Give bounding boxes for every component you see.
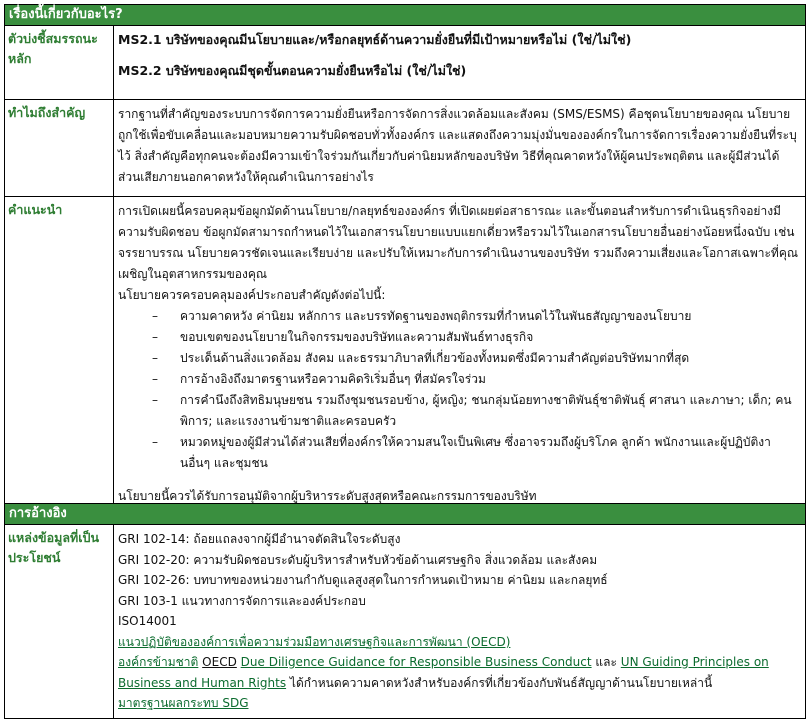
- importance-row: [5, 100, 805, 197]
- source-gri-102-20: GRI 102-20: ความรับผิดชอบระดับผู้บริหารสำหรับหัวข้อด้านเศรษฐกิจ สิ่งแวดล้อม และสังคม: [118, 552, 598, 567]
- importance-label: ทำไมถึงสำคัญ: [5, 100, 114, 196]
- source-oecd-line: [118, 652, 799, 693]
- list-item: – ขอบเขตของนโยบายในกิจกรรมของบริษัทและความสัมพันธ์ทางธุรกิจ: [118, 327, 799, 348]
- policy-document: [4, 4, 806, 719]
- guidance-intro: การเปิดเผยนี้ครอบคลุมข้อผูกมัดด้านนโยบาย/กลยุทธ์ขององค์กร ที่เปิดเผยต่อสาธารณะ และขั้นตอนสำหรับการดำเนินธุรกิจอย่างมีความรับผิดชอบ ข้อผูกมัดสามารถกำหนดไว้ในเอกสารนโยบายแบบแยกเดี่ยวหรือรวมไว้ในเอกสารนโยบายอื่นอย่างน้อยหนึ่งฉบับ เช่น จรรยาบรรณ นโยบายควรชัดเจนและเรียบง่าย และปรับให้เหมาะกับการดำเนินงานของบริษัท รวมถึงความเสี่ยงและโอกาสเฉพาะที่คุณเผชิญในอุตสาหกรรมของคุณ: [118, 204, 798, 281]
- and-text: และ: [595, 655, 617, 669]
- guidance-lead: นโยบายควรครอบคลุมองค์ประกอบสำคัญดังต่อไปนี้:: [118, 288, 386, 302]
- section-header-about: เรื่องนี้เกี่ยวกับอะไร?: [5, 5, 805, 26]
- expectations-text: ได้กำหนดความคาดหวังสำหรับองค์กรที่เกี่ยวข้องกับพันธ์สัญญาด้านนโยบายเหล่านี้: [289, 675, 713, 690]
- guidance-body: [114, 197, 805, 503]
- sources-body: [114, 525, 805, 718]
- un-guiding-principles-link[interactable]: UN Guiding Principles on Business and Human Rights: [118, 655, 769, 690]
- indicator-label: ตัวบ่งชี้สมรรถนะหลัก: [5, 26, 114, 99]
- guidance-list: [118, 306, 799, 474]
- guidance-label: คำแนะนำ: [5, 197, 114, 503]
- list-item: – การคำนึงถึงสิทธิมนุษยชน รวมถึงชุมชนรอบข้าง, ผู้หญิง; ชนกลุ่มน้อยทางชาติพันธุ์ชาติพันธุ์ ศาสนา และภาษา; เด็ก; คนพิการ; และแรงงานข้ามชาติและครอบครัว: [118, 390, 799, 432]
- indicator-ms21: MS2.1 บริษัทของคุณมีนโยบายและ/หรือกลยุทธ์ด้านความยั่งยืนที่มีเป้าหมายหรือไม่ (ใช่/ไม่ใช่): [118, 32, 632, 47]
- source-gri-102-14: GRI 102-14: ถ้อยแถลงจากผู้มีอำนาจตัดสินใจระดับสูง: [118, 532, 401, 546]
- source-gri-103-1: GRI 103-1 แนวทางการจัดการและองค์ประกอบ: [118, 593, 366, 608]
- list-item: – การอ้างอิงถึงมาตรฐานหรือความคิดริเริ่มอื่นๆ ที่สมัครใจร่วม: [118, 369, 799, 390]
- list-item: – ความคาดหวัง ค่านิยม หลักการ และบรรทัดฐานของพฤติกรรมที่กำหนดไว้ในพันธสัญญาของนโยบาย: [118, 306, 799, 327]
- sources-label: แหล่งข้อมูลที่เป็นประโยชน์: [5, 525, 114, 718]
- list-item: – ประเด็นด้านสิ่งแวดล้อม สังคม และธรรมาภิบาลที่เกี่ยวข้องทั้งหมดซึ่งมีความสำคัญต่อบริษัทมากที่สุด: [118, 348, 799, 369]
- guidance-closing: นโยบายนี้ควรได้รับการอนุมัติจากผู้บริหารระดับสูงสุดหรือคณะกรรมการของบริษัท: [118, 489, 537, 503]
- indicator-ms22: MS2.2 บริษัทของคุณมีชุดขั้นตอนความยั่งยืนหรือไม่ (ใช่/ไม่ใช่): [118, 63, 467, 78]
- sdg-impact-standards-link[interactable]: มาตรฐานผลกระทบ SDG: [118, 696, 249, 710]
- indicator-values: [114, 26, 805, 99]
- source-iso14001: ISO14001: [118, 614, 177, 628]
- sources-row: [5, 525, 805, 718]
- indicator-row: [5, 26, 805, 100]
- section-header-references: การอ้างอิง: [5, 504, 805, 525]
- multinational-link[interactable]: องค์กรข้ามชาติ: [118, 655, 199, 669]
- due-diligence-link[interactable]: Due Diligence Guidance for Responsible Business Conduct: [240, 655, 592, 669]
- oecd-guidelines-link[interactable]: แนวปฏิบัติขององค์การเพื่อความร่วมมือทางเศรษฐกิจและการพัฒนา (OECD): [118, 634, 511, 649]
- oecd-label: OECD: [202, 655, 237, 669]
- list-item: – หมวดหมู่ของผู้มีส่วนได้ส่วนเสียที่องค์กรให้ความสนใจเป็นพิเศษ ซึ่งอาจรวมถึงผู้บริโภค ลูกค้า พนักงานและผู้ปฏิบัติงานอื่นๆ และชุมชน: [118, 432, 799, 474]
- source-gri-102-26: GRI 102-26: บทบาทของหน่วยงานกำกับดูแลสูงสุดในการกำหนดเป้าหมาย ค่านิยม และกลยุทธ์: [118, 573, 608, 587]
- guidance-row: [5, 197, 805, 504]
- importance-text: รากฐานที่สำคัญของระบบการจัดการความยั่งยืนหรือการจัดการสิ่งแวดล้อมและสังคม (SMS/ESMS) คือชุดนโยบายของคุณ นโยบายถูกใช้เพื่อขับเคลื่อนและมอบหมายความรับผิดชอบทั่วทั้งองค์กร และแสดงถึงความมุ่งมั่นขององค์กรในการจัดการเรื่องความยั่งยืนที่ระบุไว้ สิ่งสำคัญคือทุกคนจะต้องมีความเข้าใจร่วมกันเกี่ยวกับค่านิยมหลักของบริษัท วิธีที่คุณคาดหวังให้ผู้คนประพฤติตน และผู้มีส่วนได้ส่วนเสียภายนอกคาดหวังให้คุณดำเนินการอย่างไร: [118, 107, 797, 184]
